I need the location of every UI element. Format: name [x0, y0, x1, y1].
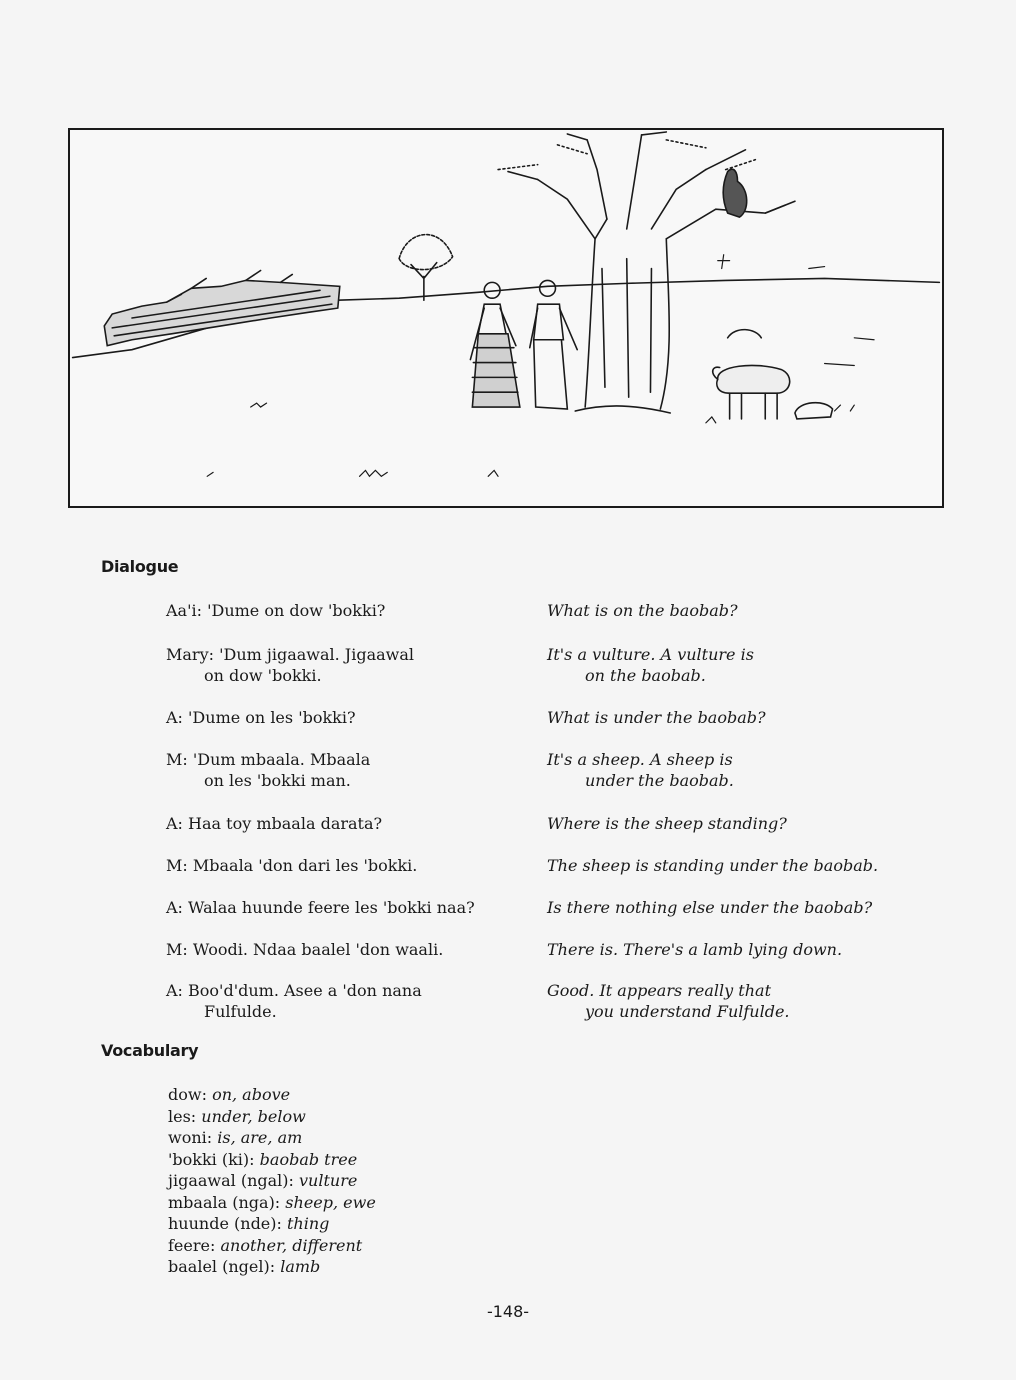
dialogue-line-4-english: It's a sheep. A sheep is [547, 750, 733, 769]
vocab-gloss: is, are, am [217, 1128, 303, 1147]
vocab-term: woni: [168, 1128, 213, 1147]
vocab-term: dow: [168, 1085, 207, 1104]
vocab-gloss: lamb [280, 1257, 321, 1276]
dialogue-line-9-english-cont: you understand Fulfulde. [585, 1002, 790, 1021]
vocab-item [168, 1127, 376, 1149]
dialogue-line-7-fulfulde: A: Walaa huunde feere les 'bokki naa? [166, 898, 475, 917]
vocab-gloss: thing [287, 1214, 330, 1233]
dialogue-line-2-english: It's a vulture. A vulture is [547, 645, 754, 664]
dialogue-line-5-english: Where is the sheep standing? [547, 814, 787, 833]
rock-drawing [728, 330, 762, 338]
dialogue-line-1-fulfulde: Aa'i: 'Dume on dow 'bokki? [166, 601, 386, 620]
dialogue-line-2-fulfulde-cont: on dow 'bokki. [204, 666, 322, 685]
page-number: -148- [486, 1302, 530, 1321]
vocab-term: baalel (ngel): [168, 1257, 276, 1276]
vocab-term: huunde (nde): [168, 1214, 282, 1233]
dialogue-line-4-fulfulde-cont: on les 'bokki man. [204, 771, 351, 790]
vocab-gloss: under, below [201, 1106, 306, 1126]
small-tree-drawing [399, 235, 452, 301]
woman-right-drawing [530, 280, 577, 409]
dialogue-line-3-english: What is under the baobab? [547, 708, 766, 727]
vocab-item [168, 1192, 376, 1214]
dialogue-line-1-english: What is on the baobab? [547, 601, 738, 620]
dialogue-line-7-english: Is there nothing else under the baobab? [547, 898, 873, 917]
vocab-item [168, 1106, 376, 1128]
vocab-term: feere: [168, 1235, 216, 1255]
vocab-item [168, 1149, 376, 1171]
sheep-drawing [713, 365, 790, 419]
dialogue-line-8-english: There is. There's a lamb lying down. [547, 940, 843, 959]
vocab-item [168, 1256, 376, 1278]
baobab-scene-drawing [70, 130, 942, 506]
dialogue-line-3-fulfulde: A: 'Dume on les 'bokki? [166, 708, 356, 727]
village-houses-drawing [104, 271, 339, 346]
vocabulary-heading: Vocabulary [101, 1041, 199, 1060]
vocab-term: 'bokki (ki): [168, 1149, 255, 1169]
dialogue-line-9-english: Good. It appears really that [547, 981, 771, 1000]
dialogue-line-6-english: The sheep is standing under the baobab. [547, 856, 879, 875]
vocab-gloss: on, above [212, 1085, 291, 1104]
vocab-gloss: another, different [220, 1235, 363, 1255]
illustration [68, 128, 944, 508]
dialogue-line-9-fulfulde: A: Boo'd'dum. Asee a 'don nana [166, 981, 422, 1000]
dialogue-line-5-fulfulde: A: Haa toy mbaala darata? [166, 814, 383, 833]
vocab-term: jigaawal (ngal): [168, 1171, 294, 1190]
vocab-gloss: baobab tree [259, 1149, 358, 1169]
dialogue-line-4-english-cont: under the baobab. [585, 771, 734, 790]
vocab-term: les: [168, 1106, 197, 1126]
vocab-term: mbaala (nga): [168, 1192, 281, 1212]
dialogue-line-2-fulfulde: Mary: 'Dum jigaawal. Jigaawal [166, 645, 414, 664]
vocabulary-list [168, 1084, 376, 1278]
vocab-gloss: vulture [299, 1171, 358, 1190]
dialogue-line-9-fulfulde-cont: Fulfulde. [204, 1002, 277, 1021]
dialogue-line-4-fulfulde: M: 'Dum mbaala. Mbaala [166, 750, 371, 769]
lamb-drawing [795, 403, 833, 419]
dialogue-heading: Dialogue [101, 557, 179, 576]
vocab-item [168, 1213, 376, 1235]
dialogue-line-2-english-cont: on the baobab. [585, 666, 706, 685]
vocab-item [168, 1084, 376, 1106]
dialogue-line-6-fulfulde: M: Mbaala 'don dari les 'bokki. [166, 856, 418, 875]
vocab-item [168, 1235, 376, 1257]
woman-left-drawing [470, 282, 519, 407]
vocab-gloss: sheep, ewe [285, 1192, 376, 1212]
vocab-item [168, 1170, 376, 1192]
dialogue-line-8-fulfulde: M: Woodi. Ndaa baalel 'don waali. [166, 940, 444, 959]
vulture-drawing [723, 169, 747, 217]
